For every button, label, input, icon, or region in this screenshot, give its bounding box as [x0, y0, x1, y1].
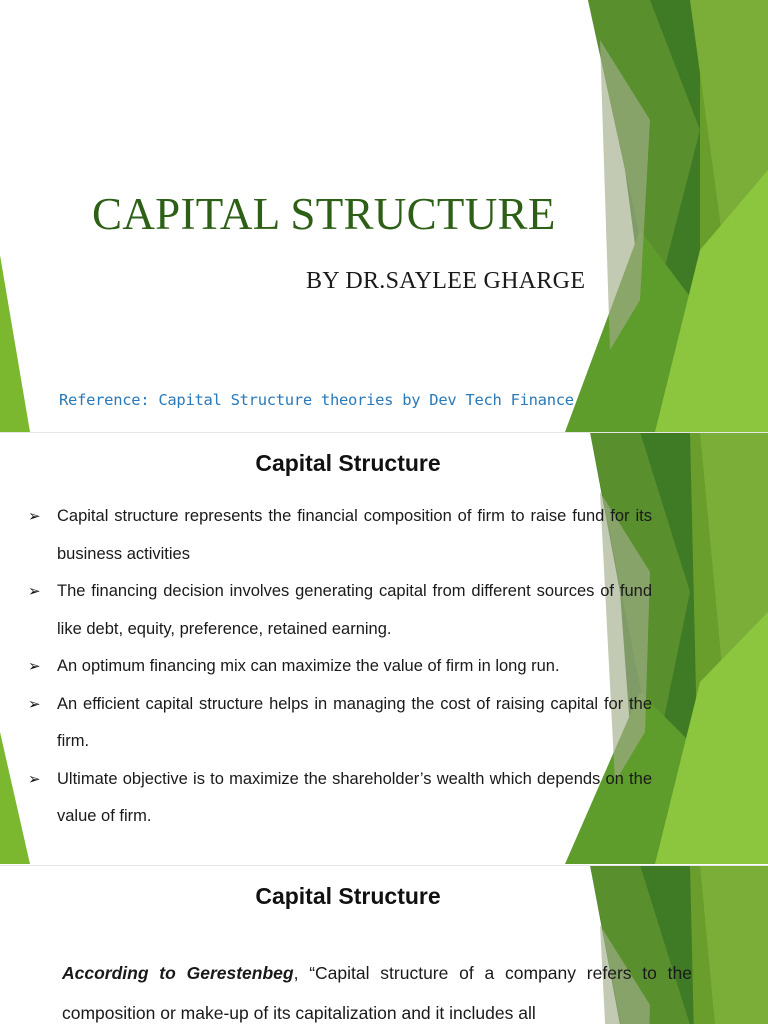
presentation-title: CAPITAL STRUCTURE: [92, 189, 556, 239]
reference-note: Reference: Capital Structure theories by Dev Tech Finance: [59, 391, 574, 409]
slide-capital-structure-definition: [0, 432, 768, 865]
list-item: [28, 686, 652, 761]
arrow-bullet-icon: ➢: [28, 658, 41, 675]
bullet-text: Capital structure represents the financial composition of firm to raise fund for its business activities: [57, 507, 652, 563]
quote-text: , “Capital structure of a company refers to the composition or make-up of its capitalization and it includes all: [62, 963, 692, 1023]
list-item: [28, 648, 652, 686]
slide-capital-structure-quote: [0, 865, 768, 1024]
bullet-text: The financing decision involves generating capital from different sources of fund like debt, equity, preference, retained earning.: [57, 582, 652, 638]
arrow-bullet-icon: ➢: [28, 695, 41, 713]
list-item: [28, 761, 652, 836]
presentation-author: BY DR.SAYLEE GHARGE: [306, 268, 586, 294]
arrow-bullet-icon: ➢: [28, 583, 41, 600]
bullet-text: Ultimate objective is to maximize the shareholder’s wealth which depends on the value of firm.: [57, 769, 652, 825]
bullet-text: An efficient capital structure helps in managing the cost of raising capital for the firm.: [57, 694, 652, 750]
slide-heading: Capital Structure: [255, 883, 441, 909]
list-item: [28, 498, 652, 573]
slide-heading: Capital Structure: [255, 450, 441, 476]
slide-title: [0, 0, 768, 432]
quote-author: According to Gerestenbeg: [62, 963, 294, 983]
definition-quote: [62, 953, 692, 1024]
bullet-text: An optimum financing mix can maximize the value of firm in long run.: [57, 657, 560, 675]
arrow-bullet-icon: ➢: [28, 770, 41, 788]
slide-divider: [0, 865, 768, 866]
bullet-list: [28, 498, 652, 836]
arrow-bullet-icon: ➢: [28, 508, 41, 525]
list-item: [28, 573, 652, 648]
slide-divider: [0, 432, 768, 433]
